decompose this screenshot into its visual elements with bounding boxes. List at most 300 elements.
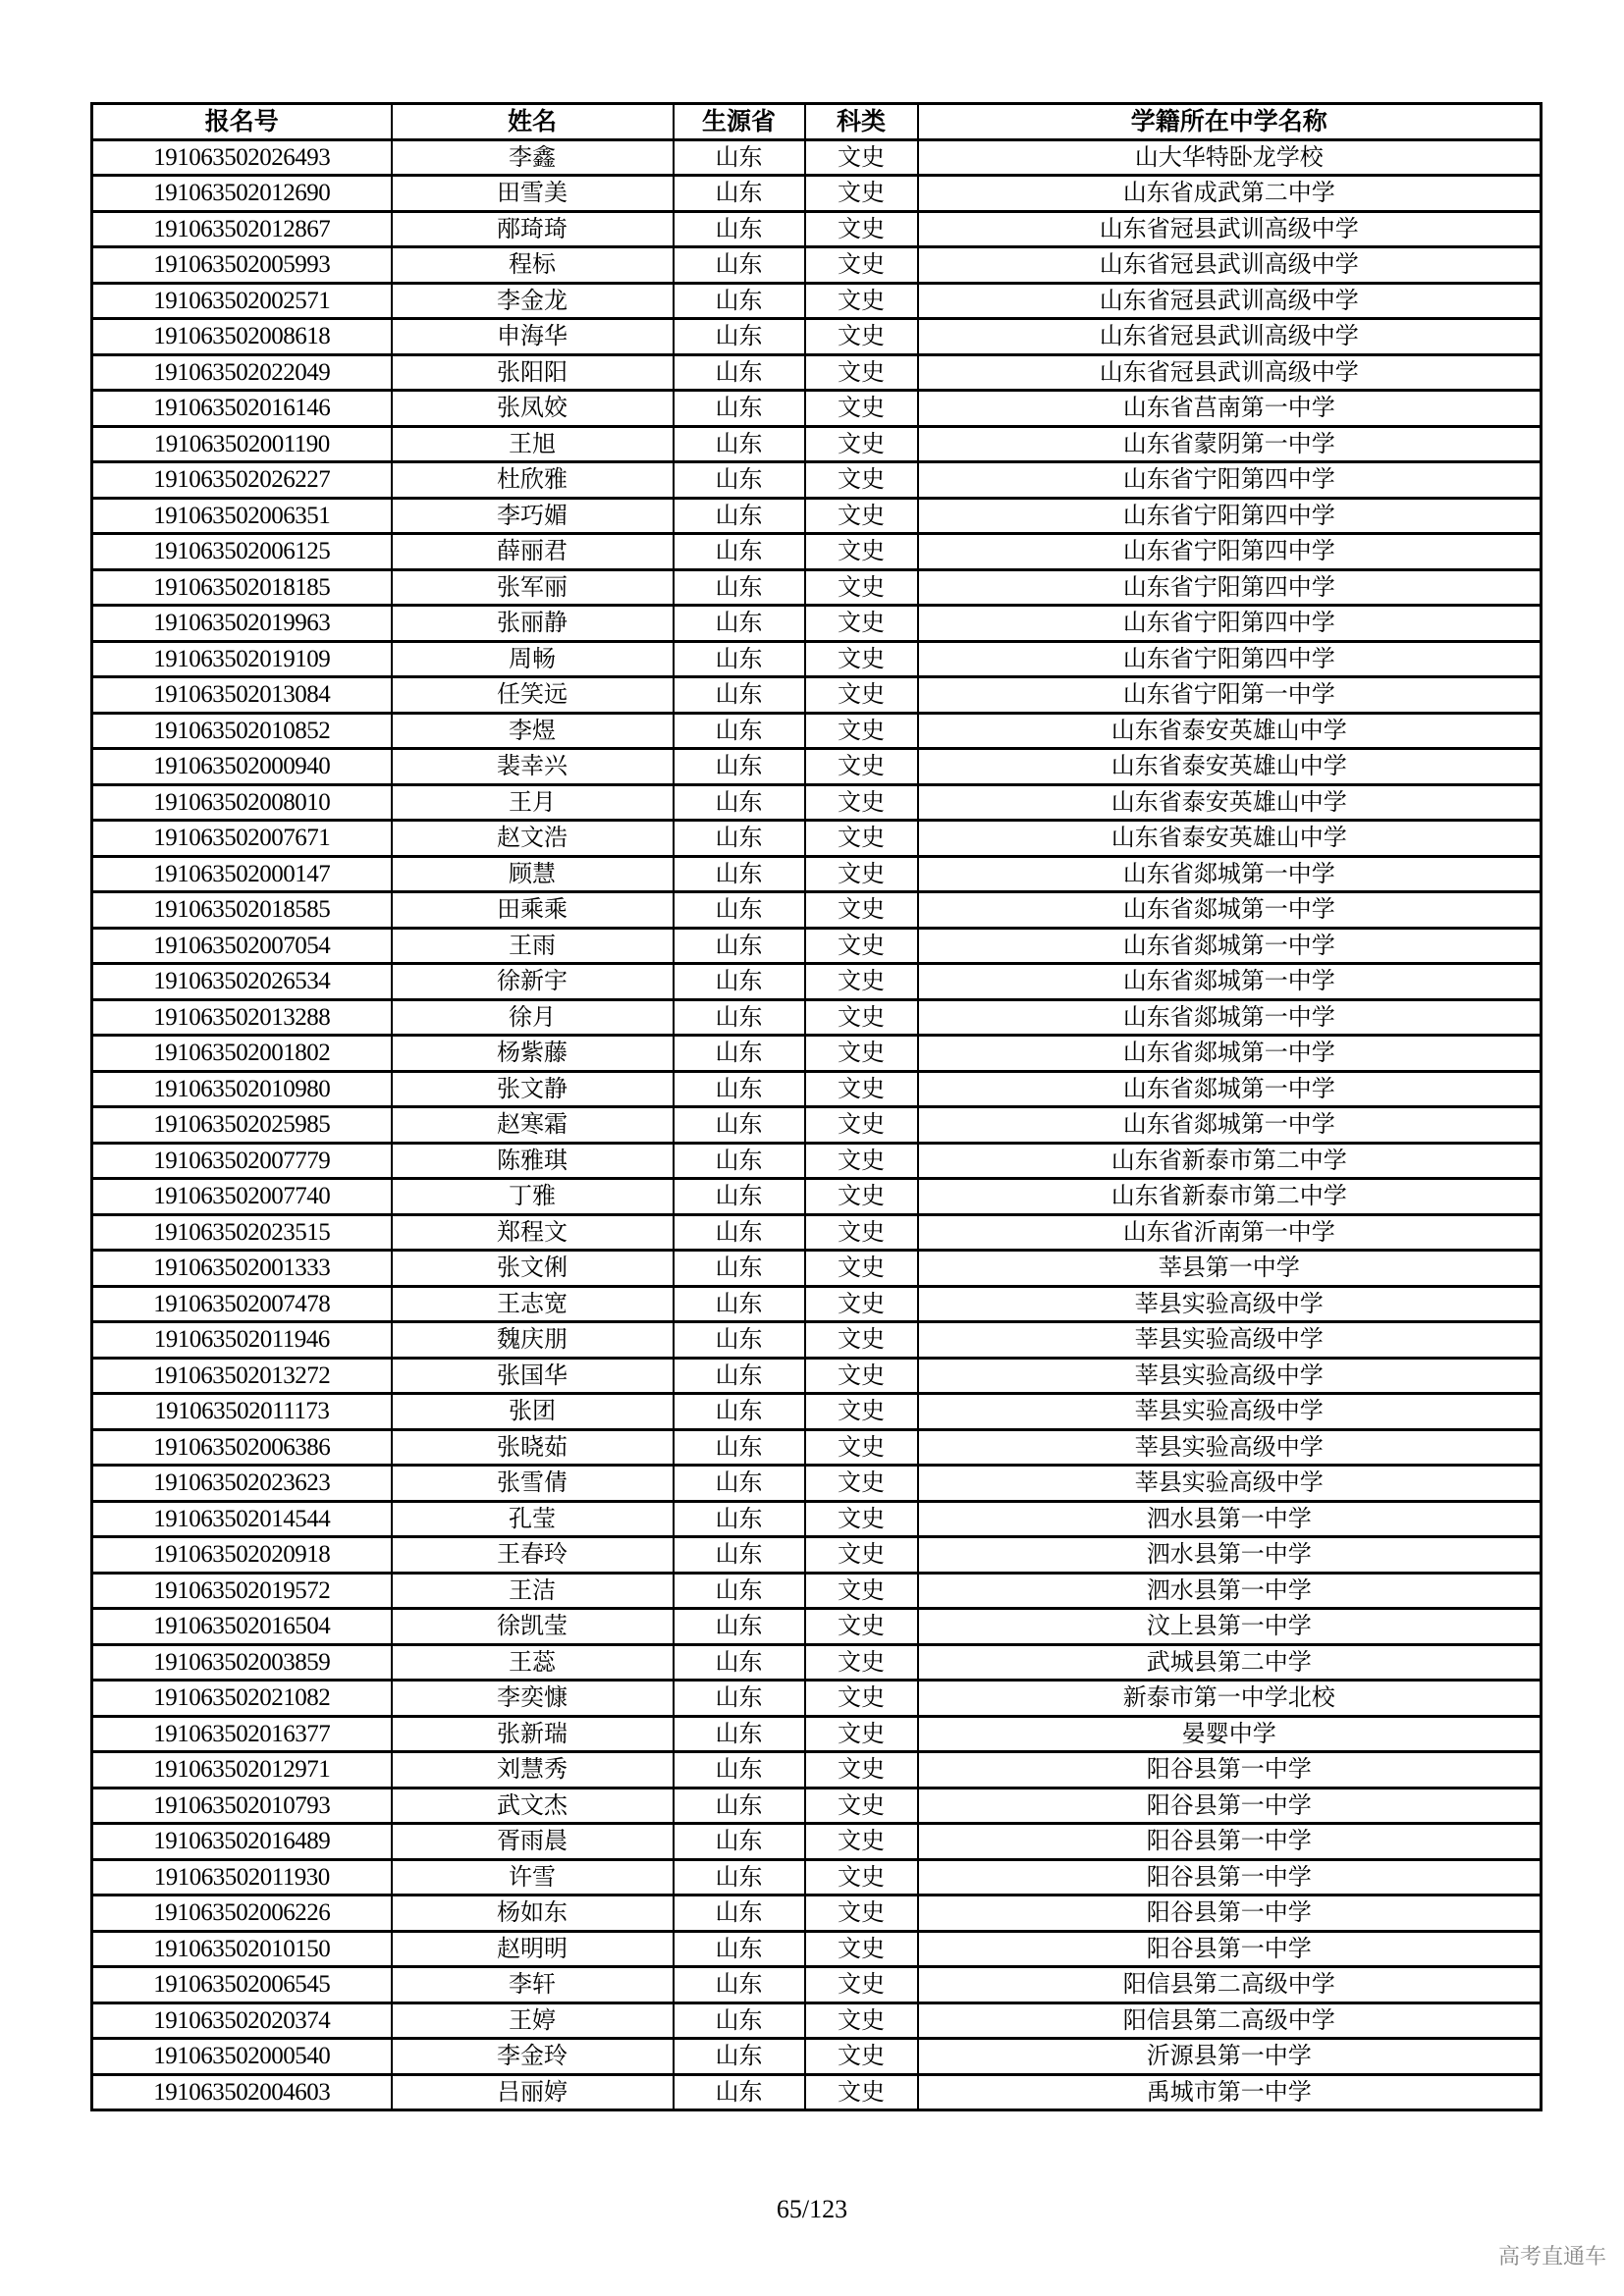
- table-row: [92, 211, 1542, 247]
- registration-number-cell: 191063502018185: [92, 569, 392, 606]
- subject-category-cell: 文史: [805, 534, 918, 570]
- subject-category-cell: 文史: [805, 1036, 918, 1072]
- table-row: [92, 1322, 1542, 1359]
- registration-number-cell: 191063502011946: [92, 1322, 392, 1359]
- name-cell: 田乘乘: [392, 892, 674, 929]
- table-row: [92, 1824, 1542, 1860]
- name-cell: 杨紫藤: [392, 1036, 674, 1072]
- table-row: [92, 319, 1542, 355]
- table-row: [92, 1179, 1542, 1215]
- table-row: [92, 391, 1542, 427]
- province-cell: 山东: [674, 1251, 805, 1287]
- province-cell: 山东: [674, 1644, 805, 1681]
- registration-number-cell: 191063502006125: [92, 534, 392, 570]
- table-row: [92, 569, 1542, 606]
- school-name-cell: 山东省郯城第一中学: [918, 856, 1542, 892]
- registration-number-cell: 191063502010150: [92, 1931, 392, 1967]
- province-cell: 山东: [674, 749, 805, 785]
- registration-number-cell: 191063502026493: [92, 139, 392, 176]
- table-row: [92, 283, 1542, 319]
- school-name-cell: 山东省郯城第一中学: [918, 999, 1542, 1036]
- school-name-cell: 山东省泰安英雄山中学: [918, 821, 1542, 857]
- subject-category-cell: 文史: [805, 677, 918, 714]
- subject-category-cell: 文史: [805, 391, 918, 427]
- school-name-cell: 泗水县第一中学: [918, 1573, 1542, 1609]
- subject-category-cell: 文史: [805, 1752, 918, 1789]
- table-row: [92, 641, 1542, 677]
- subject-category-cell: 文史: [805, 1286, 918, 1322]
- province-cell: 山东: [674, 1573, 805, 1609]
- school-name-cell: 山东省宁阳第四中学: [918, 462, 1542, 499]
- subject-category-cell: 文史: [805, 1501, 918, 1537]
- name-cell: 王月: [392, 784, 674, 821]
- registration-number-cell: 191063502010793: [92, 1788, 392, 1824]
- subject-category-cell: 文史: [805, 641, 918, 677]
- school-name-cell: 山东省蒙阴第一中学: [918, 426, 1542, 462]
- subject-category-cell: 文史: [805, 1394, 918, 1430]
- subject-category-cell: 文史: [805, 1931, 918, 1967]
- table-row: [92, 1573, 1542, 1609]
- subject-category-cell: 文史: [805, 2074, 918, 2110]
- school-name-cell: 阳信县第二高级中学: [918, 1967, 1542, 2003]
- name-cell: 张晓茹: [392, 1429, 674, 1466]
- table-row: [92, 176, 1542, 212]
- province-cell: 山东: [674, 391, 805, 427]
- table-row: [92, 247, 1542, 284]
- registration-number-cell: 191063502018585: [92, 892, 392, 929]
- school-name-cell: 山东省宁阳第四中学: [918, 534, 1542, 570]
- name-cell: 张军丽: [392, 569, 674, 606]
- registration-number-cell: 191063502001802: [92, 1036, 392, 1072]
- registration-number-cell: 191063502023623: [92, 1466, 392, 1502]
- province-cell: 山东: [674, 319, 805, 355]
- registration-number-cell: 191063502005993: [92, 247, 392, 284]
- registration-number-cell: 191063502013288: [92, 999, 392, 1036]
- province-cell: 山东: [674, 1394, 805, 1430]
- table-row: [92, 606, 1542, 642]
- subject-category-cell: 文史: [805, 1107, 918, 1144]
- name-cell: 王洁: [392, 1573, 674, 1609]
- registration-number-cell: 191063502008618: [92, 319, 392, 355]
- name-cell: 李金玲: [392, 2039, 674, 2075]
- school-name-cell: 阳谷县第一中学: [918, 1896, 1542, 1932]
- subject-category-cell: 文史: [805, 462, 918, 499]
- subject-category-cell: 文史: [805, 713, 918, 749]
- subject-category-cell: 文史: [805, 784, 918, 821]
- table-row: [92, 1931, 1542, 1967]
- registration-number-cell: 191063502003859: [92, 1644, 392, 1681]
- name-cell: 赵寒霜: [392, 1107, 674, 1144]
- province-cell: 山东: [674, 283, 805, 319]
- name-cell: 薛丽君: [392, 534, 674, 570]
- table-row: [92, 1716, 1542, 1752]
- name-cell: 张丽静: [392, 606, 674, 642]
- subject-category-cell: 文史: [805, 892, 918, 929]
- school-name-cell: 山东省沂南第一中学: [918, 1214, 1542, 1251]
- subject-category-cell: 文史: [805, 1179, 918, 1215]
- registration-number-cell: 191063502023515: [92, 1214, 392, 1251]
- table-row: [92, 928, 1542, 964]
- name-cell: 武文杰: [392, 1788, 674, 1824]
- registration-number-cell: 191063502006386: [92, 1429, 392, 1466]
- table-row: [92, 1788, 1542, 1824]
- subject-category-cell: 文史: [805, 1824, 918, 1860]
- province-cell: 山东: [674, 1143, 805, 1179]
- header-school-name: 学籍所在中学名称: [918, 104, 1542, 140]
- subject-category-cell: 文史: [805, 1716, 918, 1752]
- table-row: [92, 462, 1542, 499]
- table-row: [92, 1537, 1542, 1574]
- subject-category-cell: 文史: [805, 354, 918, 391]
- school-name-cell: 阳谷县第一中学: [918, 1788, 1542, 1824]
- table-row: [92, 892, 1542, 929]
- province-cell: 山东: [674, 1896, 805, 1932]
- subject-category-cell: 文史: [805, 498, 918, 534]
- name-cell: 徐月: [392, 999, 674, 1036]
- header-registration-number: 报名号: [92, 104, 392, 140]
- table-row: [92, 2002, 1542, 2039]
- name-cell: 李金龙: [392, 283, 674, 319]
- name-cell: 李鑫: [392, 139, 674, 176]
- subject-category-cell: 文史: [805, 1681, 918, 1717]
- name-cell: 顾慧: [392, 856, 674, 892]
- table-row: [92, 1609, 1542, 1645]
- name-cell: 徐新宇: [392, 964, 674, 1000]
- school-name-cell: 山东省宁阳第四中学: [918, 498, 1542, 534]
- table-row: [92, 498, 1542, 534]
- school-name-cell: 莘县第一中学: [918, 1251, 1542, 1287]
- registration-number-cell: 191063502012690: [92, 176, 392, 212]
- registration-number-cell: 191063502011173: [92, 1394, 392, 1430]
- province-cell: 山东: [674, 2039, 805, 2075]
- province-cell: 山东: [674, 1788, 805, 1824]
- province-cell: 山东: [674, 211, 805, 247]
- province-cell: 山东: [674, 856, 805, 892]
- school-name-cell: 山东省冠县武训高级中学: [918, 319, 1542, 355]
- table-row: [92, 1681, 1542, 1717]
- registration-number-cell: 191063502011930: [92, 1859, 392, 1896]
- subject-category-cell: 文史: [805, 2039, 918, 2075]
- name-cell: 张阳阳: [392, 354, 674, 391]
- province-cell: 山东: [674, 1107, 805, 1144]
- registration-number-cell: 191063502007478: [92, 1286, 392, 1322]
- province-cell: 山东: [674, 784, 805, 821]
- name-cell: 王婷: [392, 2002, 674, 2039]
- name-cell: 李煜: [392, 713, 674, 749]
- province-cell: 山东: [674, 2074, 805, 2110]
- name-cell: 王志宽: [392, 1286, 674, 1322]
- name-cell: 赵文浩: [392, 821, 674, 857]
- registration-number-cell: 191063502014544: [92, 1501, 392, 1537]
- subject-category-cell: 文史: [805, 1429, 918, 1466]
- name-cell: 魏庆朋: [392, 1322, 674, 1359]
- registration-number-cell: 191063502007671: [92, 821, 392, 857]
- school-name-cell: 山东省郯城第一中学: [918, 1036, 1542, 1072]
- name-cell: 李巧媚: [392, 498, 674, 534]
- name-cell: 王雨: [392, 928, 674, 964]
- registration-number-cell: 191063502004603: [92, 2074, 392, 2110]
- name-cell: 徐凯莹: [392, 1609, 674, 1645]
- name-cell: 王旭: [392, 426, 674, 462]
- registration-number-cell: 191063502000540: [92, 2039, 392, 2075]
- province-cell: 山东: [674, 606, 805, 642]
- school-name-cell: 莘县实验高级中学: [918, 1286, 1542, 1322]
- table-row: [92, 1859, 1542, 1896]
- school-name-cell: 山东省郯城第一中学: [918, 1107, 1542, 1144]
- registration-number-cell: 191063502010852: [92, 713, 392, 749]
- school-name-cell: 莘县实验高级中学: [918, 1322, 1542, 1359]
- name-cell: 张文静: [392, 1071, 674, 1107]
- name-cell: 申海华: [392, 319, 674, 355]
- subject-category-cell: 文史: [805, 426, 918, 462]
- school-name-cell: 山大华特卧龙学校: [918, 139, 1542, 176]
- school-name-cell: 阳信县第二高级中学: [918, 2002, 1542, 2039]
- name-cell: 田雪美: [392, 176, 674, 212]
- table-row: [92, 1394, 1542, 1430]
- school-name-cell: 阳谷县第一中学: [918, 1824, 1542, 1860]
- province-cell: 山东: [674, 1429, 805, 1466]
- header-subject-category: 科类: [805, 104, 918, 140]
- subject-category-cell: 文史: [805, 928, 918, 964]
- subject-category-cell: 文史: [805, 139, 918, 176]
- subject-category-cell: 文史: [805, 1537, 918, 1574]
- province-cell: 山东: [674, 176, 805, 212]
- province-cell: 山东: [674, 1466, 805, 1502]
- province-cell: 山东: [674, 1609, 805, 1645]
- subject-category-cell: 文史: [805, 856, 918, 892]
- table-row: [92, 1501, 1542, 1537]
- school-name-cell: 武城县第二中学: [918, 1644, 1542, 1681]
- table-row: [92, 1967, 1542, 2003]
- registration-number-cell: 191063502019572: [92, 1573, 392, 1609]
- school-name-cell: 山东省冠县武训高级中学: [918, 211, 1542, 247]
- province-cell: 山东: [674, 1752, 805, 1789]
- subject-category-cell: 文史: [805, 1214, 918, 1251]
- name-cell: 李奕慷: [392, 1681, 674, 1717]
- table-row: [92, 1466, 1542, 1502]
- registration-number-cell: 191063502007740: [92, 1179, 392, 1215]
- table-row: [92, 1036, 1542, 1072]
- registration-number-cell: 191063502026227: [92, 462, 392, 499]
- registration-number-cell: 191063502006351: [92, 498, 392, 534]
- subject-category-cell: 文史: [805, 1466, 918, 1502]
- name-cell: 吕丽婷: [392, 2074, 674, 2110]
- name-cell: 裴幸兴: [392, 749, 674, 785]
- header-province: 生源省: [674, 104, 805, 140]
- table-row: [92, 713, 1542, 749]
- table-row: [92, 964, 1542, 1000]
- registration-number-cell: 191063502008010: [92, 784, 392, 821]
- table-row: [92, 354, 1542, 391]
- province-cell: 山东: [674, 462, 805, 499]
- school-name-cell: 泗水县第一中学: [918, 1501, 1542, 1537]
- province-cell: 山东: [674, 999, 805, 1036]
- subject-category-cell: 文史: [805, 569, 918, 606]
- province-cell: 山东: [674, 139, 805, 176]
- school-name-cell: 泗水县第一中学: [918, 1537, 1542, 1574]
- subject-category-cell: 文史: [805, 2002, 918, 2039]
- subject-category-cell: 文史: [805, 247, 918, 284]
- school-name-cell: 阳谷县第一中学: [918, 1752, 1542, 1789]
- school-name-cell: 晏婴中学: [918, 1716, 1542, 1752]
- province-cell: 山东: [674, 1501, 805, 1537]
- province-cell: 山东: [674, 1931, 805, 1967]
- province-cell: 山东: [674, 928, 805, 964]
- table-row: [92, 1251, 1542, 1287]
- subject-category-cell: 文史: [805, 1071, 918, 1107]
- page-number: 65/123: [776, 2195, 848, 2223]
- table-row: [92, 139, 1542, 176]
- name-cell: 张凤姣: [392, 391, 674, 427]
- name-cell: 胥雨晨: [392, 1824, 674, 1860]
- name-cell: 张国华: [392, 1358, 674, 1394]
- subject-category-cell: 文史: [805, 1896, 918, 1932]
- subject-category-cell: 文史: [805, 211, 918, 247]
- subject-category-cell: 文史: [805, 999, 918, 1036]
- table-row: [92, 1286, 1542, 1322]
- registration-number-cell: 191063502001190: [92, 426, 392, 462]
- name-cell: 张团: [392, 1394, 674, 1430]
- table-row: [92, 856, 1542, 892]
- table-row: [92, 999, 1542, 1036]
- province-cell: 山东: [674, 1824, 805, 1860]
- subject-category-cell: 文史: [805, 1358, 918, 1394]
- school-name-cell: 山东省泰安英雄山中学: [918, 784, 1542, 821]
- province-cell: 山东: [674, 569, 805, 606]
- registration-number-cell: 191063502013272: [92, 1358, 392, 1394]
- registration-number-cell: 191063502000147: [92, 856, 392, 892]
- table-row: [92, 821, 1542, 857]
- registration-number-cell: 191063502019963: [92, 606, 392, 642]
- registration-number-cell: 191063502019109: [92, 641, 392, 677]
- name-cell: 陈雅琪: [392, 1143, 674, 1179]
- subject-category-cell: 文史: [805, 1609, 918, 1645]
- province-cell: 山东: [674, 247, 805, 284]
- province-cell: 山东: [674, 498, 805, 534]
- subject-category-cell: 文史: [805, 1143, 918, 1179]
- table-row: [92, 2039, 1542, 2075]
- school-name-cell: 山东省新泰市第二中学: [918, 1179, 1542, 1215]
- province-cell: 山东: [674, 1681, 805, 1717]
- school-name-cell: 山东省泰安英雄山中学: [918, 713, 1542, 749]
- registration-number-cell: 191063502016489: [92, 1824, 392, 1860]
- registration-number-cell: 191063502025985: [92, 1107, 392, 1144]
- registration-number-cell: 191063502016377: [92, 1716, 392, 1752]
- school-name-cell: 莘县实验高级中学: [918, 1394, 1542, 1430]
- province-cell: 山东: [674, 1036, 805, 1072]
- registration-number-cell: 191063502026534: [92, 964, 392, 1000]
- name-cell: 刘慧秀: [392, 1752, 674, 1789]
- subject-category-cell: 文史: [805, 1251, 918, 1287]
- table-row: [92, 749, 1542, 785]
- registration-number-cell: 191063502013084: [92, 677, 392, 714]
- province-cell: 山东: [674, 821, 805, 857]
- school-name-cell: 山东省郯城第一中学: [918, 892, 1542, 929]
- province-cell: 山东: [674, 1967, 805, 2003]
- watermark: 高考直通车: [1497, 2245, 1606, 2269]
- school-name-cell: 新泰市第一中学北校: [918, 1681, 1542, 1717]
- name-cell: 张文俐: [392, 1251, 674, 1287]
- school-name-cell: 莘县实验高级中学: [918, 1466, 1542, 1502]
- registration-number-cell: 191063502001333: [92, 1251, 392, 1287]
- name-cell: 杜欣雅: [392, 462, 674, 499]
- registration-number-cell: 191063502006226: [92, 1896, 392, 1932]
- school-name-cell: 山东省冠县武训高级中学: [918, 283, 1542, 319]
- registration-number-cell: 191063502000940: [92, 749, 392, 785]
- name-cell: 邴琦琦: [392, 211, 674, 247]
- registration-number-cell: 191063502016146: [92, 391, 392, 427]
- registration-number-cell: 191063502012971: [92, 1752, 392, 1789]
- table-row: [92, 1752, 1542, 1789]
- school-name-cell: 汶上县第一中学: [918, 1609, 1542, 1645]
- school-name-cell: 莘县实验高级中学: [918, 1429, 1542, 1466]
- name-cell: 赵明明: [392, 1931, 674, 1967]
- registration-number-cell: 191063502007054: [92, 928, 392, 964]
- registration-number-cell: 191063502016504: [92, 1609, 392, 1645]
- school-name-cell: 山东省郯城第一中学: [918, 1071, 1542, 1107]
- province-cell: 山东: [674, 641, 805, 677]
- table-row: [92, 1896, 1542, 1932]
- table-row: [92, 534, 1542, 570]
- name-cell: 张新瑞: [392, 1716, 674, 1752]
- subject-category-cell: 文史: [805, 1644, 918, 1681]
- subject-category-cell: 文史: [805, 964, 918, 1000]
- school-name-cell: 阳谷县第一中学: [918, 1931, 1542, 1967]
- province-cell: 山东: [674, 1286, 805, 1322]
- name-cell: 程标: [392, 247, 674, 284]
- school-name-cell: 莘县实验高级中学: [918, 1358, 1542, 1394]
- table-header-row: [92, 104, 1542, 140]
- name-cell: 杨如东: [392, 1896, 674, 1932]
- header-name: 姓名: [392, 104, 674, 140]
- province-cell: 山东: [674, 1179, 805, 1215]
- province-cell: 山东: [674, 1071, 805, 1107]
- province-cell: 山东: [674, 2002, 805, 2039]
- province-cell: 山东: [674, 534, 805, 570]
- name-cell: 任笑远: [392, 677, 674, 714]
- school-name-cell: 山东省宁阳第四中学: [918, 641, 1542, 677]
- school-name-cell: 禹城市第一中学: [918, 2074, 1542, 2110]
- subject-category-cell: 文史: [805, 1322, 918, 1359]
- registration-number-cell: 191063502022049: [92, 354, 392, 391]
- school-name-cell: 山东省冠县武训高级中学: [918, 354, 1542, 391]
- table-row: [92, 1358, 1542, 1394]
- name-cell: 孔莹: [392, 1501, 674, 1537]
- subject-category-cell: 文史: [805, 1573, 918, 1609]
- school-name-cell: 山东省宁阳第一中学: [918, 677, 1542, 714]
- province-cell: 山东: [674, 1214, 805, 1251]
- name-cell: 郑程文: [392, 1214, 674, 1251]
- school-name-cell: 山东省郯城第一中学: [918, 964, 1542, 1000]
- province-cell: 山东: [674, 677, 805, 714]
- name-cell: 丁雅: [392, 1179, 674, 1215]
- name-cell: 王春玲: [392, 1537, 674, 1574]
- school-name-cell: 山东省冠县武训高级中学: [918, 247, 1542, 284]
- name-cell: 许雪: [392, 1859, 674, 1896]
- school-name-cell: 山东省宁阳第四中学: [918, 569, 1542, 606]
- province-cell: 山东: [674, 354, 805, 391]
- registration-number-cell: 191063502020918: [92, 1537, 392, 1574]
- subject-category-cell: 文史: [805, 606, 918, 642]
- name-cell: 张雪倩: [392, 1466, 674, 1502]
- table-row: [92, 1071, 1542, 1107]
- subject-category-cell: 文史: [805, 821, 918, 857]
- school-name-cell: 山东省莒南第一中学: [918, 391, 1542, 427]
- subject-category-cell: 文史: [805, 1967, 918, 2003]
- registration-number-cell: 191063502006545: [92, 1967, 392, 2003]
- school-name-cell: 阳谷县第一中学: [918, 1859, 1542, 1896]
- subject-category-cell: 文史: [805, 283, 918, 319]
